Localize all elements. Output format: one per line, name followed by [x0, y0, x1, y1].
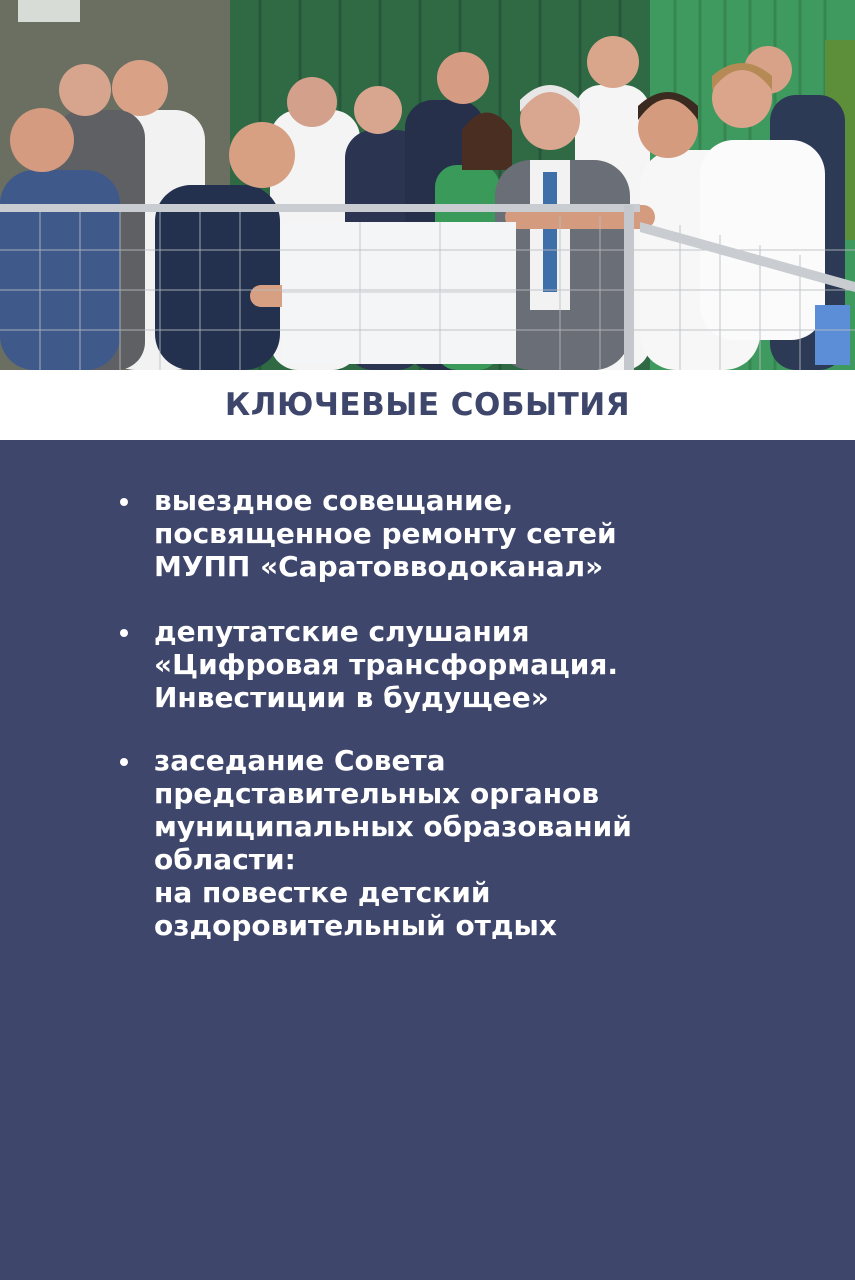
header-photo [0, 0, 855, 370]
page-title: КЛЮЧЕВЫЕ СОБЫТИЯ [224, 387, 631, 423]
bullet-icon [120, 498, 128, 506]
meeting-photo-illustration [0, 0, 855, 370]
title-bar [0, 370, 855, 440]
event-text: выездное совещание, посвященное ремонту сетей МУПП «Саратовводоканал» [154, 484, 617, 583]
bullet-icon [120, 629, 128, 637]
bullet-icon [120, 758, 128, 766]
events-list [0, 440, 855, 1280]
event-text: заседание Совета представительных органов муниципальных образований области: на повестке детский оздоровительный отдых [154, 744, 632, 942]
event-text: депутатские слушания «Цифровая трансформация. Инвестиции в будущее» [154, 615, 619, 714]
